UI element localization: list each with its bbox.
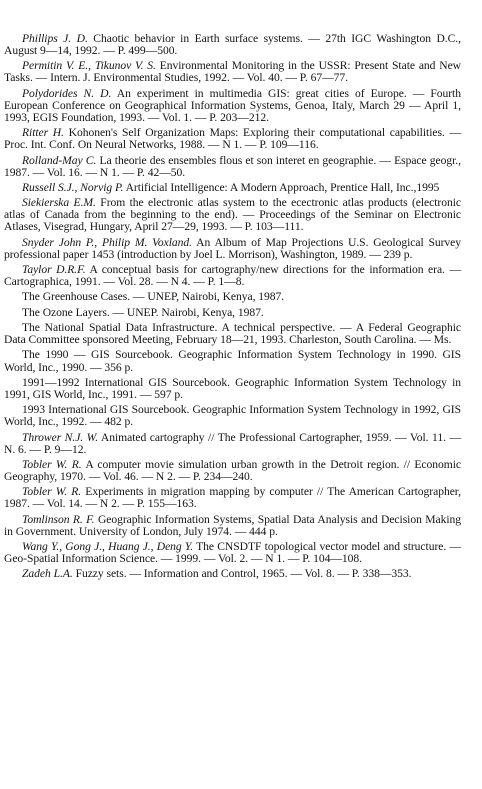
reference-text: Geographic Information Systems, Spatial Data Analysis and Decision Making in Government. University of London, July 1974. — 444 p. — [4, 512, 461, 538]
reference-text: 1991—1992 International GIS Sourcebook. Geographic Information System Technology in 1991, GIS World, Inc., 1991. — 597 p. — [4, 375, 461, 401]
reference-entry — [4, 291, 461, 303]
reference-entry — [4, 88, 461, 124]
reference-entry — [4, 322, 461, 346]
reference-author: Polydorides N. D. — [22, 86, 112, 100]
reference-author: Tobler W. R. — [22, 485, 82, 499]
reference-text: Animated cartography // The Professional Cartographer, 1959. — Vol. 11. — N. 6. — P. 9—12. — [4, 430, 461, 456]
reference-text: A conceptual basis for cartography/new directions for the information era. — Cartographica, 1991. — Vol. 28. — N 4. — P. 1—8. — [4, 263, 461, 289]
reference-author: Wang Y., Gong J., Huang J., Deng Y. — [22, 540, 194, 554]
reference-entry — [4, 237, 461, 261]
reference-text: Kohonen's Self Organization Maps: Exploring their computational capabilities. — Proc. Int. Conf. On Neural Networks, 1988. — N 1. — P. 109—116. — [4, 126, 462, 152]
reference-text: The Ozone Layers. — UNEP. Nairobi, Kenya, 1987. — [22, 305, 264, 319]
reference-text: Fuzzy sets. — Information and Control, 1965. — Vol. 8. — P. 338—353. — [72, 567, 412, 581]
reference-entry — [4, 33, 461, 57]
reference-text: Environmental Monitoring in the USSR: Present State and New Tasks. — Intern. J. Environmental Studies, 1992. — Vol. 40. — P. 67—77. — [4, 59, 461, 85]
reference-entry — [4, 486, 461, 510]
reference-text: The 1990 — GIS Sourcebook. Geographic Information System Technology in 1990. GIS World, Inc., 1990. — 356 p. — [4, 348, 461, 374]
reference-author: Snyder John P., Philip M. Voxland. — [22, 235, 192, 249]
reference-entry — [4, 127, 461, 151]
reference-text: An experiment in multimedia GIS: great cities of Europe. — Fourth European Conference on Geographical Information Systems, Genoa, Italy, March 29 — April 1, 1993, EGIS Foundation, 1993. — Vol. 1. — P. 203—212. — [4, 86, 461, 124]
reference-author: Taylor D.R.F. — [22, 263, 86, 277]
reference-author: Rolland-May C. — [22, 153, 97, 167]
reference-entry — [4, 404, 461, 428]
reference-author: Zadeh L.A. — [22, 567, 73, 581]
reference-author: Ritter H. — [22, 126, 64, 140]
reference-entry — [4, 307, 461, 319]
reference-text: An Album of Map Projections U.S. Geological Survey professional paper 1453 (introduction by Joel L. Morrison), Washington, 1989. — 239 p. — [4, 235, 461, 261]
reference-text: Experiments in migration mapping by computer // The American Cartographer, 1987. — Vol. 14. — N 2. — P. 155—163. — [4, 485, 461, 511]
reference-list — [0, 33, 482, 581]
reference-entry — [4, 155, 461, 179]
reference-entry — [4, 541, 461, 565]
reference-text: Artificial Intelligence: A Modern Approach, Prentice Hall, Inc.,1995 — [123, 180, 440, 194]
reference-text: The Greenhouse Cases. — UNEP, Nairobi, Kenya, 1987. — [22, 290, 285, 304]
reference-author: Tobler W. R. — [22, 457, 82, 471]
reference-text: A computer movie simulation urban growth in the Detroit region. // Economic Geography, 1970. — Vol. 46. — N 2. — P. 234—240. — [4, 457, 461, 483]
reference-entry — [4, 568, 461, 580]
reference-entry — [4, 197, 461, 233]
reference-text: The CNSDTF topological vector model and structure. — Geo-Spatial Information Science. — 1999. — Vol. 2. — N 1. — P. 104—108. — [4, 540, 461, 566]
reference-author: Russell S.J., Norvig P. — [22, 180, 124, 194]
reference-author: Tomlinson R. F. — [22, 512, 95, 526]
reference-text: Chaotic behavior in Earth surface systems. — 27th IGC Washington D.C., August 9—14, 1992. — P. 499—500. — [4, 32, 462, 58]
reference-text: 1993 International GIS Sourcebook. Geographic Information System Technology in 1992, GIS World, Inc., 1992. — 482 p. — [4, 403, 461, 429]
reference-text: From the electronic atlas system to the ecectronic atlas products (electronic atlas of Canada from the beginning to the end). — Proceedings of the Seminar on Electronic Atlases, Visegrad, Hungary, April 27—29, 1993. — P. 103—111. — [4, 196, 461, 234]
reference-text: La theorie des ensembles flous et son interet en geographie. — Espace geogr., 1987. — Vol. 16. — N 1. — P. 42—50. — [4, 153, 461, 179]
reference-author: Siekierska E.M. — [22, 196, 96, 210]
reference-author: Thrower N.J. W. — [22, 430, 99, 444]
reference-entry — [4, 432, 461, 456]
reference-entry — [4, 60, 461, 84]
reference-entry — [4, 459, 461, 483]
reference-entry — [4, 349, 461, 373]
reference-entry — [4, 377, 461, 401]
reference-entry — [4, 514, 461, 538]
reference-text: The National Spatial Data Infrastructure. A technical perspective. — A Federal Geographic Data Committee sponsored Meeting, February 18—21, 1993. Charleston, South Carolina. — Ms. — [4, 321, 461, 347]
reference-entry — [4, 264, 461, 288]
reference-author: Permitin V. E., Tikunov V. S. — [22, 59, 156, 73]
reference-entry — [4, 182, 461, 194]
reference-author: Phillips J. D. — [22, 32, 88, 45]
